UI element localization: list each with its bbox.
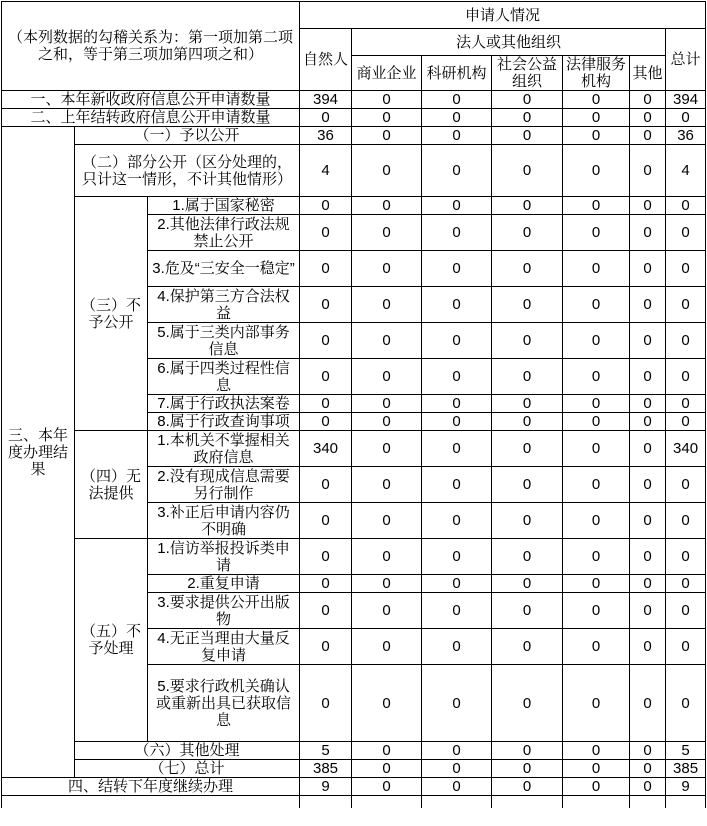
value-cell: 0 <box>300 251 352 287</box>
value-cell: 0 <box>563 91 630 109</box>
cutoff-cell <box>300 796 352 808</box>
value-cell: 0 <box>492 431 563 467</box>
value-cell: 0 <box>492 109 563 127</box>
value-cell: 394 <box>300 91 352 109</box>
value-cell: 0 <box>630 539 666 575</box>
value-cell: 0 <box>422 467 492 503</box>
value-cell: 0 <box>630 629 666 665</box>
value-cell: 0 <box>666 359 706 395</box>
row-label: 8.属于行政查询事项 <box>148 413 300 431</box>
value-cell: 0 <box>563 575 630 593</box>
value-cell: 0 <box>563 197 630 215</box>
value-cell: 0 <box>563 395 630 413</box>
value-cell: 0 <box>666 197 706 215</box>
value-cell: 0 <box>492 287 563 323</box>
row-label: 1.属于国家秘密 <box>148 197 300 215</box>
value-cell: 0 <box>492 742 563 760</box>
row-label: 2.其他法律行政法规禁止公开 <box>148 215 300 251</box>
value-cell: 0 <box>563 778 630 796</box>
value-cell: 0 <box>630 359 666 395</box>
value-cell: 0 <box>666 665 706 742</box>
value-cell: 0 <box>563 467 630 503</box>
value-cell: 0 <box>630 742 666 760</box>
value-cell: 0 <box>300 215 352 251</box>
value-cell: 0 <box>666 323 706 359</box>
value-cell: 0 <box>666 467 706 503</box>
value-cell: 0 <box>492 778 563 796</box>
row-label: 6.属于四类过程性信息 <box>148 359 300 395</box>
value-cell: 0 <box>666 413 706 431</box>
value-cell: 0 <box>492 395 563 413</box>
value-cell: 0 <box>422 593 492 629</box>
value-cell: 0 <box>630 467 666 503</box>
value-cell: 0 <box>666 395 706 413</box>
value-cell: 0 <box>352 467 422 503</box>
cutoff-cell <box>666 796 706 808</box>
value-cell: 0 <box>563 760 630 778</box>
value-cell: 0 <box>666 593 706 629</box>
section-label-annual-results: 三、本年度办理结果 <box>2 127 75 778</box>
cutoff-cell <box>422 796 492 808</box>
group-label-no-processing: （五）不予处理 <box>75 539 148 742</box>
header-org-col-legal-service: 法律服务机构 <box>563 56 630 91</box>
value-cell: 0 <box>422 760 492 778</box>
row-label: 2.没有现成信息需要另行制作 <box>148 467 300 503</box>
row-label: 4.保护第三方合法权益 <box>148 287 300 323</box>
value-cell: 0 <box>666 503 706 539</box>
value-cell: 0 <box>422 109 492 127</box>
row-label: 5.属于三类内部事务信息 <box>148 323 300 359</box>
cutoff-row <box>2 796 706 808</box>
value-cell: 0 <box>300 323 352 359</box>
value-cell: 0 <box>563 127 630 145</box>
value-cell: 0 <box>492 593 563 629</box>
group-label-no-disclosure: （三）不予公开 <box>75 197 148 431</box>
value-cell: 0 <box>563 742 630 760</box>
value-cell: 0 <box>630 251 666 287</box>
value-cell: 0 <box>630 760 666 778</box>
value-cell: 0 <box>630 395 666 413</box>
row-label: 3.补正后申请内容仍不明确 <box>148 503 300 539</box>
value-cell: 340 <box>300 431 352 467</box>
value-cell: 0 <box>630 145 666 197</box>
value-cell: 0 <box>563 323 630 359</box>
value-cell: 0 <box>630 778 666 796</box>
row-label: （六）其他处理 <box>75 742 300 760</box>
header-org-col-commercial: 商业企业 <box>352 56 422 91</box>
value-cell: 0 <box>563 145 630 197</box>
value-cell: 0 <box>666 575 706 593</box>
value-cell: 385 <box>300 760 352 778</box>
value-cell: 0 <box>563 593 630 629</box>
row-label: 3.要求提供公开出版物 <box>148 593 300 629</box>
value-cell: 0 <box>352 251 422 287</box>
header-org-col-other: 其他 <box>630 56 666 91</box>
value-cell: 0 <box>422 197 492 215</box>
row-label: 二、上年结转政府信息公开申请数量 <box>2 109 300 127</box>
value-cell: 0 <box>300 197 352 215</box>
value-cell: 0 <box>492 359 563 395</box>
value-cell: 0 <box>422 629 492 665</box>
value-cell: 0 <box>422 287 492 323</box>
value-cell: 0 <box>630 197 666 215</box>
row-label: 4.无正当理由大量反复申请 <box>148 629 300 665</box>
value-cell: 0 <box>666 215 706 251</box>
header-legal-org-group: 法人或其他组织 <box>352 29 666 56</box>
value-cell: 0 <box>666 109 706 127</box>
value-cell: 0 <box>492 629 563 665</box>
value-cell: 0 <box>630 91 666 109</box>
value-cell: 0 <box>352 287 422 323</box>
row-label: 7.属于行政执法案卷 <box>148 395 300 413</box>
header-total: 总计 <box>666 29 706 91</box>
value-cell: 0 <box>300 593 352 629</box>
value-cell: 0 <box>352 215 422 251</box>
value-cell: 0 <box>563 431 630 467</box>
value-cell: 0 <box>422 742 492 760</box>
value-cell: 5 <box>300 742 352 760</box>
value-cell: 0 <box>352 431 422 467</box>
value-cell: 0 <box>422 145 492 197</box>
value-cell: 0 <box>492 760 563 778</box>
value-cell: 0 <box>300 539 352 575</box>
value-cell: 0 <box>492 665 563 742</box>
value-cell: 0 <box>352 575 422 593</box>
value-cell: 0 <box>300 503 352 539</box>
value-cell: 36 <box>666 127 706 145</box>
value-cell: 0 <box>563 539 630 575</box>
cutoff-cell <box>630 796 666 808</box>
value-cell: 340 <box>666 431 706 467</box>
row-label: （二）部分公开（区分处理的，只计这一情形，不计其他情形） <box>75 145 300 197</box>
value-cell: 0 <box>352 413 422 431</box>
value-cell: 0 <box>352 593 422 629</box>
value-cell: 0 <box>630 287 666 323</box>
value-cell: 0 <box>563 109 630 127</box>
value-cell: 36 <box>300 127 352 145</box>
value-cell: 394 <box>666 91 706 109</box>
cutoff-cell <box>352 796 422 808</box>
value-cell: 0 <box>563 215 630 251</box>
row-label: （七）总计 <box>75 760 300 778</box>
value-cell: 0 <box>422 575 492 593</box>
row-label: 1.信访举报投诉类申请 <box>148 539 300 575</box>
value-cell: 0 <box>563 503 630 539</box>
value-cell: 0 <box>352 359 422 395</box>
value-cell: 0 <box>492 197 563 215</box>
value-cell: 0 <box>352 395 422 413</box>
row-label: （一）予以公开 <box>75 127 300 145</box>
row-label: 5.要求行政机关确认或重新出具已获取信息 <box>148 665 300 742</box>
value-cell: 0 <box>422 127 492 145</box>
value-cell: 0 <box>666 629 706 665</box>
value-cell: 4 <box>666 145 706 197</box>
value-cell: 0 <box>422 323 492 359</box>
value-cell: 0 <box>630 431 666 467</box>
value-cell: 9 <box>666 778 706 796</box>
value-cell: 0 <box>352 665 422 742</box>
value-cell: 0 <box>352 742 422 760</box>
value-cell: 0 <box>492 91 563 109</box>
value-cell: 0 <box>300 665 352 742</box>
value-cell: 0 <box>563 287 630 323</box>
value-cell: 0 <box>666 287 706 323</box>
value-cell: 0 <box>563 359 630 395</box>
value-cell: 0 <box>352 109 422 127</box>
disclosure-request-table <box>1 1 706 808</box>
value-cell: 0 <box>492 323 563 359</box>
value-cell: 0 <box>666 539 706 575</box>
value-cell: 0 <box>630 413 666 431</box>
value-cell: 0 <box>422 215 492 251</box>
value-cell: 0 <box>563 413 630 431</box>
cutoff-cell <box>2 796 300 808</box>
value-cell: 0 <box>630 215 666 251</box>
value-cell: 0 <box>352 197 422 215</box>
value-cell: 0 <box>352 127 422 145</box>
value-cell: 0 <box>492 215 563 251</box>
row-label: 3.危及“三安全一稳定” <box>148 251 300 287</box>
value-cell: 0 <box>300 413 352 431</box>
value-cell: 0 <box>352 145 422 197</box>
value-cell: 0 <box>492 413 563 431</box>
row-label: 1.本机关不掌握相关政府信息 <box>148 431 300 467</box>
value-cell: 0 <box>422 91 492 109</box>
value-cell: 0 <box>352 91 422 109</box>
value-cell: 0 <box>300 467 352 503</box>
value-cell: 9 <box>300 778 352 796</box>
value-cell: 0 <box>666 251 706 287</box>
header-applicant-group: 申请人情况 <box>300 2 706 29</box>
value-cell: 0 <box>352 629 422 665</box>
value-cell: 0 <box>300 287 352 323</box>
value-cell: 0 <box>630 665 666 742</box>
header-org-col-public-welfare: 社会公益组织 <box>492 56 563 91</box>
cutoff-cell <box>563 796 630 808</box>
value-cell: 4 <box>300 145 352 197</box>
value-cell: 0 <box>492 251 563 287</box>
group-label-unable-to-provide: （四）无法提供 <box>75 431 148 539</box>
value-cell: 0 <box>630 109 666 127</box>
header-natural-person: 自然人 <box>300 29 352 91</box>
reconciliation-note: （本列数据的勾稽关系为：第一项加第二项之和，等于第三项加第四项之和） <box>2 2 300 91</box>
value-cell: 0 <box>630 575 666 593</box>
value-cell: 0 <box>422 778 492 796</box>
row-label: 一、本年新收政府信息公开申请数量 <box>2 91 300 109</box>
value-cell: 0 <box>352 539 422 575</box>
value-cell: 0 <box>630 323 666 359</box>
value-cell: 0 <box>300 629 352 665</box>
value-cell: 0 <box>422 539 492 575</box>
value-cell: 0 <box>352 760 422 778</box>
value-cell: 5 <box>666 742 706 760</box>
row-label: 四、结转下年度继续办理 <box>2 778 300 796</box>
value-cell: 0 <box>422 503 492 539</box>
cutoff-cell <box>492 796 563 808</box>
value-cell: 0 <box>492 467 563 503</box>
value-cell: 0 <box>352 323 422 359</box>
value-cell: 0 <box>422 413 492 431</box>
value-cell: 0 <box>563 665 630 742</box>
value-cell: 0 <box>492 127 563 145</box>
value-cell: 0 <box>492 145 563 197</box>
value-cell: 0 <box>300 575 352 593</box>
value-cell: 0 <box>422 431 492 467</box>
value-cell: 0 <box>300 395 352 413</box>
value-cell: 0 <box>422 665 492 742</box>
value-cell: 0 <box>630 593 666 629</box>
value-cell: 0 <box>422 395 492 413</box>
value-cell: 0 <box>563 629 630 665</box>
value-cell: 0 <box>300 109 352 127</box>
value-cell: 0 <box>352 503 422 539</box>
value-cell: 0 <box>422 251 492 287</box>
value-cell: 0 <box>492 575 563 593</box>
value-cell: 0 <box>352 778 422 796</box>
value-cell: 0 <box>300 359 352 395</box>
value-cell: 0 <box>492 503 563 539</box>
value-cell: 385 <box>666 760 706 778</box>
value-cell: 0 <box>492 539 563 575</box>
header-org-col-research: 科研机构 <box>422 56 492 91</box>
value-cell: 0 <box>563 251 630 287</box>
value-cell: 0 <box>630 503 666 539</box>
value-cell: 0 <box>422 359 492 395</box>
value-cell: 0 <box>630 127 666 145</box>
row-label: 2.重复申请 <box>148 575 300 593</box>
